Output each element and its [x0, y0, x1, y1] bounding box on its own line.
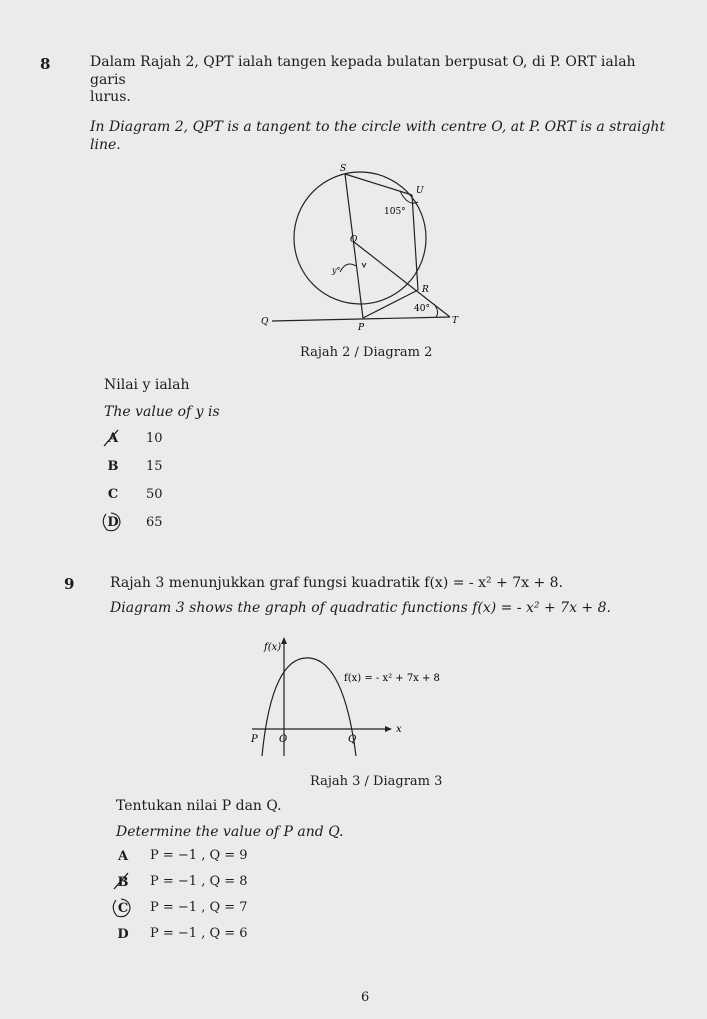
diagram-3-caption: Rajah 3 / Diagram 3	[310, 774, 443, 789]
label-angle-y: y°	[332, 266, 341, 275]
q9-option-d-value: P = −1 , Q = 6	[150, 926, 248, 941]
label-t: T	[452, 316, 459, 326]
q8-option-a-value: 10	[146, 431, 163, 446]
angle-arc-40	[434, 304, 438, 317]
q8-option-c-letter[interactable]: C	[107, 487, 119, 502]
label-angle-40: 40°	[414, 304, 430, 314]
label-o: O	[350, 235, 358, 245]
question-9-prompt-malay: Tentukan nilai P dan Q.	[116, 798, 282, 814]
page-number: 6	[361, 990, 370, 1005]
q8-option-a-letter[interactable]: A	[107, 431, 119, 446]
q8-option-d-letter[interactable]: D	[107, 515, 119, 530]
question-9-english: Diagram 3 shows the graph of quadratic functions f(x) = - x² + 7x + 8.	[110, 600, 611, 616]
question-9-prompt-english: Determine the value of P and Q.	[116, 824, 344, 840]
question-8-prompt-english: The value of y is	[104, 404, 220, 420]
q9-option-c-letter[interactable]: C	[117, 901, 129, 916]
x-axis-label: x	[396, 724, 402, 735]
q9-option-b-letter[interactable]: B	[117, 875, 129, 890]
y-axis-arrow	[281, 637, 287, 644]
question-9-number: 9	[64, 575, 75, 593]
label-s: S	[340, 164, 347, 174]
q9-option-d-letter[interactable]: D	[117, 927, 129, 942]
arrow-mark	[362, 263, 366, 267]
line-rp	[363, 290, 418, 318]
q8-option-d-value: 65	[146, 515, 163, 530]
circle-diagram	[250, 160, 470, 340]
label-r: R	[422, 285, 429, 295]
q8-option-b-value: 15	[146, 459, 163, 474]
question-9-malay: Rajah 3 menunjukkan graf fungsi kuadratik f(x) = - x² + 7x + 8.	[110, 575, 564, 591]
q9-option-c-circle-mark	[111, 897, 133, 919]
label-angle-105: 105°	[384, 207, 406, 217]
quadratic-graph	[240, 632, 480, 764]
line-sp	[345, 174, 363, 318]
label-q: Q	[261, 317, 269, 327]
graph-label-q: Q	[348, 734, 357, 745]
q9-option-c-value: P = −1 , Q = 7	[150, 900, 248, 915]
circle	[294, 172, 426, 304]
question-8-english: In Diagram 2, QPT is a tangent to the circle with centre O, at P. ORT is a straight line.	[90, 119, 666, 153]
q8-option-a-slash-mark	[100, 428, 124, 448]
q9-option-b-value: P = −1 , Q = 8	[150, 874, 248, 889]
q9-option-a-letter[interactable]: A	[117, 849, 129, 864]
x-axis-arrow	[385, 726, 392, 732]
q9-option-a-value: P = −1 , Q = 9	[150, 848, 248, 863]
label-u: U	[416, 186, 424, 196]
q8-option-c-value: 50	[146, 487, 163, 502]
question-8-malay-line2: lurus.	[90, 89, 131, 105]
graph-label-o: O	[279, 734, 288, 745]
y-axis-label: f(x)	[264, 642, 282, 653]
question-8-malay-line1: Dalam Rajah 2, QPT ialah tangen kepada bulatan berpusat O, di P. ORT ialah garis	[90, 54, 636, 88]
chord-su	[345, 174, 412, 195]
curve-equation-label: f(x) = - x² + 7x + 8	[344, 673, 440, 684]
q8-option-b-letter[interactable]: B	[107, 459, 119, 474]
q9-option-b-slash-mark	[110, 871, 134, 891]
tangent-line-qpt	[272, 317, 450, 321]
question-8-prompt-malay: Nilai y ialah	[104, 377, 190, 393]
diagram-2-caption: Rajah 2 / Diagram 2	[300, 345, 433, 360]
angle-arc-y	[340, 264, 356, 272]
parabola-curve	[262, 658, 356, 756]
q8-option-d-circle-mark	[101, 511, 123, 533]
line-ur	[412, 195, 418, 290]
label-p: P	[358, 323, 365, 333]
question-8-number: 8	[40, 55, 51, 73]
graph-label-p: P	[251, 734, 258, 745]
